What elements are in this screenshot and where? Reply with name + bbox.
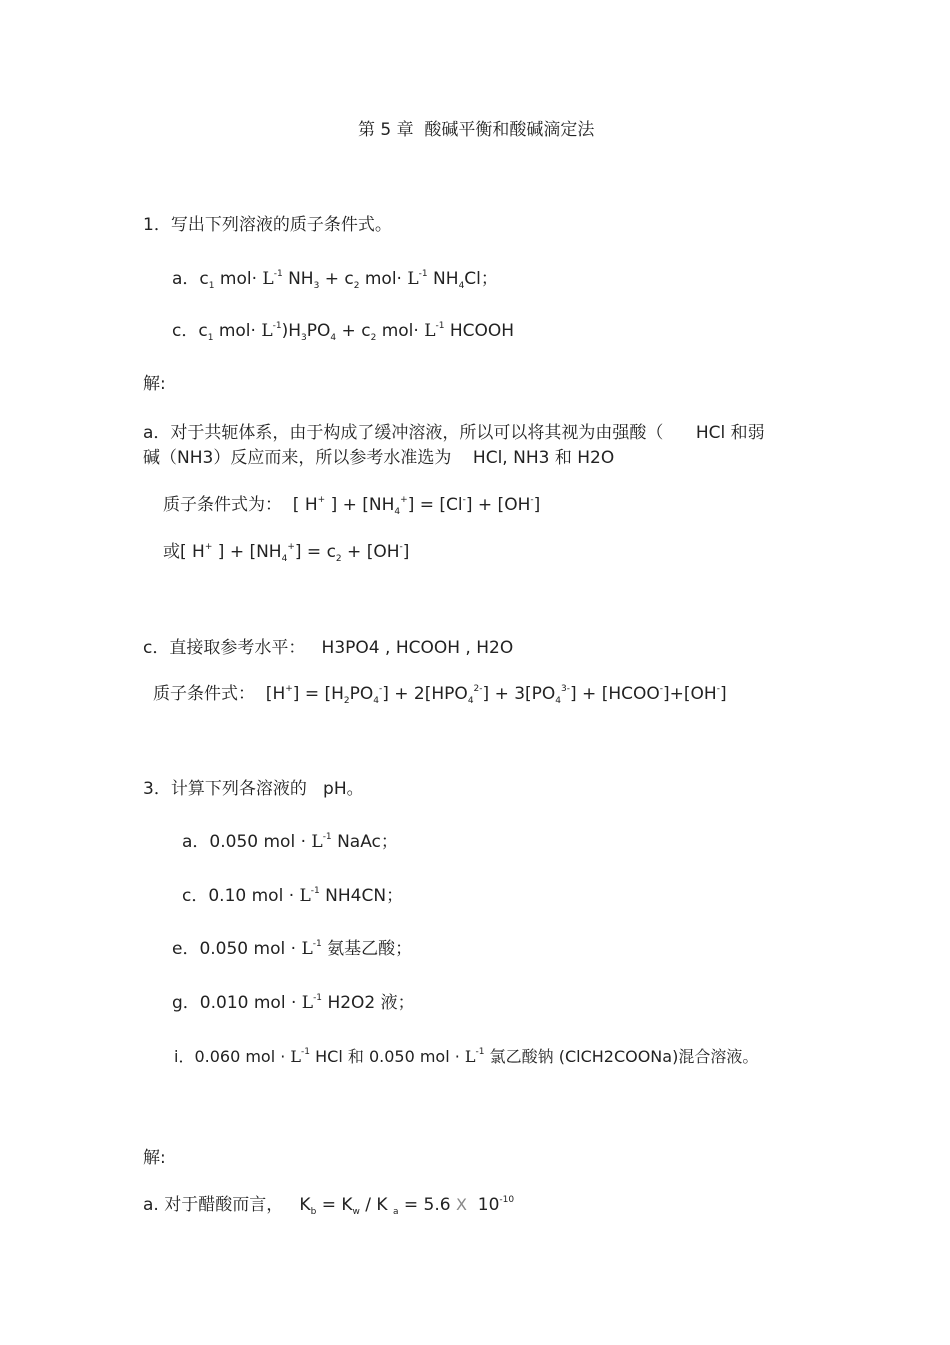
superscript: - (462, 495, 466, 505)
superscript: -1 (475, 1047, 485, 1057)
text: + c (319, 269, 354, 289)
question-3c (182, 885, 403, 907)
text: NaAc； (331, 832, 398, 852)
unit-L: L (262, 269, 274, 289)
unit-L: L (464, 1047, 476, 1066)
text: ] (719, 684, 727, 704)
text: ] = [Cl (407, 495, 463, 515)
text: ] + [NH (212, 542, 282, 562)
subscript: 4 (373, 696, 379, 706)
text: ] + [OH (465, 495, 531, 515)
subscript: 2 (353, 281, 360, 291)
text: PO (306, 321, 331, 341)
text: ] + 2[HPO (382, 684, 468, 704)
superscript: -1 (313, 993, 323, 1003)
page-title: 第 5 章 酸碱平衡和酸碱滴定法 (358, 120, 595, 140)
solution-1c-line: c．直接取参考水平： H3PO4 , HCOOH , H2O (143, 638, 514, 658)
unit-L: L (261, 321, 273, 341)
superscript: + (317, 495, 326, 505)
subscript: 3 (301, 333, 307, 343)
subscript: 4 (394, 507, 401, 517)
text: a. 对于醋酸而言， K (143, 1195, 311, 1215)
text: ] = [H (292, 684, 344, 704)
text: e．0.050 mol · (172, 939, 302, 959)
subscript: a (392, 1207, 399, 1217)
superscript: - (399, 542, 403, 552)
text: 或[ H (163, 542, 205, 562)
superscript: 2- (473, 684, 483, 694)
subscript: 4 (330, 333, 337, 343)
solution-label: 解: (143, 374, 166, 394)
subscript: 2 (335, 554, 342, 564)
text: mol· (214, 269, 263, 289)
text: g．0.010 mol · (172, 993, 302, 1013)
superscript: - (716, 684, 720, 694)
superscript: + (204, 542, 213, 552)
text: 质子条件式为： [ H (163, 495, 318, 515)
text: HCOOH (444, 321, 515, 341)
text: mol· (359, 269, 408, 289)
superscript: -10 (499, 1195, 515, 1205)
text: c．c (172, 321, 208, 341)
unit-L: L (290, 1047, 302, 1066)
superscript: - (379, 684, 383, 694)
text: ]+[OH (663, 684, 717, 704)
text: a．0.050 mol · (182, 832, 312, 852)
text: ] + [NH (325, 495, 395, 515)
text: HCl 和 0.050 mol · (310, 1047, 465, 1066)
text: Cl； (464, 269, 498, 289)
text: = K (316, 1195, 353, 1215)
superscript: -1 (272, 321, 282, 331)
text: c．0.10 mol · (182, 886, 300, 906)
text: ] (533, 495, 541, 515)
text: ] + [HCOO (570, 684, 660, 704)
text: 质子条件式： [H (153, 684, 286, 704)
text: ] (402, 542, 410, 562)
subscript: 4 (467, 696, 474, 706)
unit-L: L (424, 321, 436, 341)
superscript: + (287, 542, 295, 552)
question-1c (172, 320, 514, 342)
subscript: b (310, 1207, 317, 1217)
question-3g (172, 992, 415, 1014)
question-3a (182, 831, 398, 853)
solution-label-2: 解: (143, 1148, 166, 1168)
text: NH (427, 269, 459, 289)
question-1a (172, 268, 498, 290)
subscript: 2 (343, 696, 350, 706)
superscript: 3- (561, 684, 571, 694)
text: i．0.060 mol · (174, 1047, 291, 1066)
text: ] + 3[PO (482, 684, 556, 704)
solution-1a-line-2: 碱（NH3）反应而来，所以参考水准选为 HCl, NH3 和 H2O (143, 448, 615, 468)
superscript: - (659, 684, 663, 694)
unit-L: L (311, 832, 323, 852)
text: mol· (376, 321, 425, 341)
text: NH4CN； (319, 886, 404, 906)
subscript: 1 (207, 333, 214, 343)
superscript: -1 (322, 832, 332, 842)
subscript: 3 (313, 281, 320, 291)
superscript: -1 (301, 1047, 311, 1057)
question-3e (172, 938, 412, 960)
solution-1a-line-1: a．对于共轭体系，由于构成了缓冲溶液，所以可以将其视为由强酸（ HCl 和弱 (143, 423, 765, 443)
text: ] = c (294, 542, 336, 562)
subscript: 4 (281, 554, 288, 564)
text: PO (349, 684, 374, 704)
solution-3a (143, 1194, 514, 1216)
superscript: -1 (418, 269, 428, 279)
text: / K (359, 1195, 393, 1215)
subscript: w (352, 1207, 360, 1217)
proton-condition-2 (163, 541, 409, 563)
text: = 5.6 (398, 1195, 456, 1215)
text: mol· (213, 321, 262, 341)
unit-L: L (407, 269, 419, 289)
subscript: 4 (555, 696, 562, 706)
text: 10 (466, 1195, 500, 1215)
question-1-stem: 1．写出下列溶液的质子条件式。 (143, 215, 392, 235)
subscript: 4 (458, 281, 465, 291)
unit-L: L (301, 993, 314, 1013)
text: NH (282, 269, 314, 289)
question-3-stem: 3．计算下列各溶液的 pH。 (143, 779, 364, 799)
text: 氯乙酸钠 (ClCH2COONa)混合溶液。 (484, 1047, 759, 1066)
superscript: -1 (435, 321, 445, 331)
superscript: - (530, 495, 534, 505)
unit-L: L (301, 939, 313, 959)
unit-L: L (299, 886, 311, 906)
proton-condition-3 (153, 683, 727, 705)
text: )H (281, 321, 302, 341)
question-3i (174, 1046, 758, 1068)
text: a．c (172, 269, 209, 289)
subscript: 1 (208, 281, 215, 291)
superscript: -1 (273, 269, 283, 279)
text: 氨基乙酸； (321, 939, 413, 959)
text: H2O2 液； (322, 993, 415, 1013)
superscript: -1 (312, 939, 322, 949)
superscript: + (285, 684, 293, 694)
text: + c (336, 321, 371, 341)
superscript: -1 (310, 886, 320, 896)
subscript: 2 (370, 333, 377, 343)
proton-condition-1 (163, 494, 540, 516)
superscript: + (400, 495, 408, 505)
times-sign: X (456, 1195, 467, 1214)
text: + [OH (341, 542, 400, 562)
